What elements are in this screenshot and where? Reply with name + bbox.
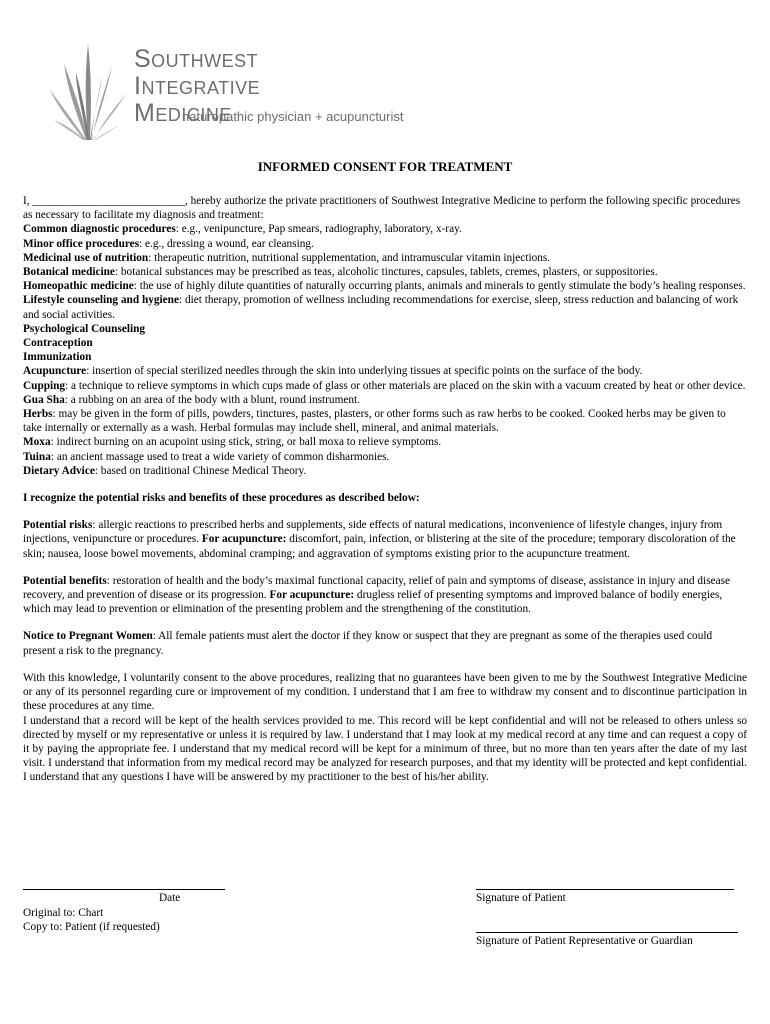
procedure-label: Immunization — [23, 351, 92, 364]
date-label: Date — [159, 892, 181, 904]
patient-signature-line[interactable] — [476, 889, 734, 890]
procedure-item — [23, 336, 747, 350]
consent-body — [23, 194, 747, 785]
date-signature-line[interactable] — [23, 889, 225, 890]
representative-signature-line[interactable] — [476, 932, 738, 933]
records-paragraph: I understand that a record will be kept of the health services provided to me. This record will be kept confidential and will not be released to others unless so directed by myself or my representative or unless it is required by law. I understand that I may look at my medical record at any time and can request a copy of it by paying the appropriate fee. I understand that my medical record will be kept for a minimum of three, but no more than ten years after the date of my last visit. I understand that information from my medical record may be analyzed for research purposes, and that my identity will be protected and kept confidential. I understand that any questions I have will be answered by my practitioner to the best of his/her ability. — [23, 714, 747, 784]
risks-label: Potential risks — [23, 519, 93, 532]
procedure-label: Herbs — [23, 408, 53, 421]
procedure-text: : may be given in the form of pills, powders, tinctures, pastes, plasters, or other forms such as raw herbs to be cooked. Cooked herbs may be given to take internally or externally as a wash. Herbal formulas may include shell, mineral, and animal materials. — [23, 408, 726, 435]
benefits-label: Potential benefits — [23, 574, 107, 587]
procedure-text: : insertion of special sterilized needles through the skin into underlying tissues at specific points on the surface of the body. — [86, 365, 643, 378]
procedure-item — [23, 393, 747, 407]
procedure-text: : based on traditional Chinese Medical Theory. — [94, 464, 307, 477]
recognize-text: I recognize the potential risks and benefits of these procedures as described below: — [23, 492, 420, 505]
copy-to-label: Copy to: Patient (if requested) — [23, 921, 160, 933]
procedure-item — [23, 435, 747, 449]
procedure-label: Lifestyle counseling and hygiene — [23, 294, 179, 307]
risks-acupuncture-text: discomfort, pain, infection, or blistering at the site of the procedure; temporary discoloration of the skin; nausea, loose bowel movements, abdominal cramping; and aggravation of symptoms existing prior to the acupuncture treatment. — [23, 533, 736, 560]
clinic-logo — [50, 42, 480, 142]
benefits-acupuncture-text: drugless relief of presenting symptoms and improved balance of bodily energies, which may lead to prevention or elimination of the presenting problem and the strengthening of the constitution. — [23, 589, 723, 616]
risks-acupuncture-label: For acupuncture: — [201, 533, 287, 546]
consent-paragraph: With this knowledge, I voluntarily consent to the above procedures, realizing that no guarantees have been given to me by the Southwest Integrative Medicine or any of its personnel regarding cure or improvement of my condition. I understand that I am free to withdraw my consent and to discontinue participation in these procedures at any time. — [23, 671, 747, 713]
logo-tagline: naturopathic physician + acupuncturist — [182, 109, 404, 124]
procedure-item — [23, 237, 747, 251]
pregnancy-label: Notice to Pregnant Women — [23, 630, 153, 643]
procedure-item — [23, 279, 747, 293]
procedure-label: Psychological Counseling — [23, 322, 146, 335]
benefits-paragraph — [23, 574, 747, 617]
procedure-text: : e.g., venipuncture, Pap smears, radiography, laboratory, x-ray. — [175, 223, 462, 236]
procedure-item — [23, 364, 747, 378]
risks-text: : allergic reactions to prescribed herbs and supplements, side effects of natural medications, inconvenience of lifestyle changes, injury from injections, venipuncture or procedures. — [23, 519, 723, 546]
procedure-label: Medicinal use of nutrition — [23, 251, 149, 264]
logo-line-3: Medicine — [134, 99, 232, 127]
procedure-label: Botanical medicine — [23, 266, 115, 279]
patient-signature-label: Signature of Patient — [476, 892, 566, 904]
procedure-label: Dietary Advice — [23, 464, 95, 477]
procedure-label: Minor office procedures — [23, 237, 140, 250]
procedure-item — [23, 379, 747, 393]
procedure-label: Cupping — [23, 379, 66, 392]
procedure-text: : diet therapy, promotion of wellness including recommendations for exercise, sleep, stress reduction and balancing of work and social activities. — [23, 294, 739, 321]
procedure-label: Contraception — [23, 337, 93, 350]
intro-paragraph: I, ___________________________, hereby authorize the private practitioners of Southwest Integrative Medicine to perform the following specific procedures as necessary to facilitate my diagnosis and treatment: — [23, 195, 741, 222]
procedure-item — [23, 322, 747, 336]
risks-paragraph — [23, 518, 747, 561]
procedure-text: : a rubbing on an area of the body with a blunt, round instrument. — [64, 393, 360, 406]
procedure-item — [23, 293, 747, 321]
procedure-item — [23, 222, 747, 236]
representative-signature-label: Signature of Patient Representative or Guardian — [476, 935, 693, 947]
procedure-text: : therapeutic nutrition, nutritional supplementation, and intramuscular vitamin injections. — [148, 251, 551, 264]
procedure-item — [23, 464, 747, 478]
procedure-text: : an ancient massage used to treat a wide variety of common disharmonies. — [50, 450, 390, 463]
procedure-text: : indirect burning on an acupoint using stick, string, or ball moxa to relieve symptoms. — [50, 436, 442, 449]
logo-line-2: Integrative — [134, 72, 261, 100]
procedure-list — [23, 222, 747, 478]
procedure-item — [23, 407, 747, 435]
procedure-label: Homeopathic medicine — [23, 280, 134, 293]
document-title: INFORMED CONSENT FOR TREATMENT — [257, 159, 513, 174]
recognize-heading — [23, 491, 747, 505]
procedure-label: Tuina — [23, 450, 51, 463]
procedure-label: Acupuncture — [23, 365, 87, 378]
procedure-text: : e.g., dressing a wound, ear cleansing. — [139, 237, 314, 250]
pregnancy-notice — [23, 629, 747, 657]
procedure-item — [23, 251, 747, 265]
procedure-item — [23, 350, 747, 364]
procedure-text: : botanical substances may be prescribed as teas, alcoholic tinctures, capsules, tablets, cremes, plasters, or suppositories. — [114, 266, 658, 279]
procedure-label: Moxa — [23, 436, 51, 449]
procedure-label: Common diagnostic procedures — [23, 223, 176, 236]
benefits-text: : restoration of health and the body’s maximal functional capacity, relief of pain and symptoms of disease, assistance in injury and disease recovery, and prevention of disease or its progression. — [23, 574, 731, 602]
logo-line-1: Southwest — [134, 45, 259, 73]
procedure-item — [23, 450, 747, 464]
procedure-text: : a technique to relieve symptoms in which cups made of glass or other materials are placed on the skin with a vacuum created by heat or other device. — [65, 379, 746, 392]
procedure-item — [23, 265, 747, 279]
benefits-acupuncture-label: For acupuncture: — [269, 589, 355, 602]
procedure-text: : the use of highly dilute quantities of naturally occurring plants, animals and minerals to gently stimulate the body’s healing responses. — [133, 280, 746, 293]
procedure-label: Gua Sha — [23, 393, 65, 406]
original-to-label: Original to: Chart — [23, 907, 104, 919]
leaf-logo-icon — [50, 42, 128, 142]
pregnancy-text: : All female patients must alert the doctor if they know or suspect that they are pregnant as some of the therapies used could present a risk to the pregnancy. — [23, 630, 713, 657]
